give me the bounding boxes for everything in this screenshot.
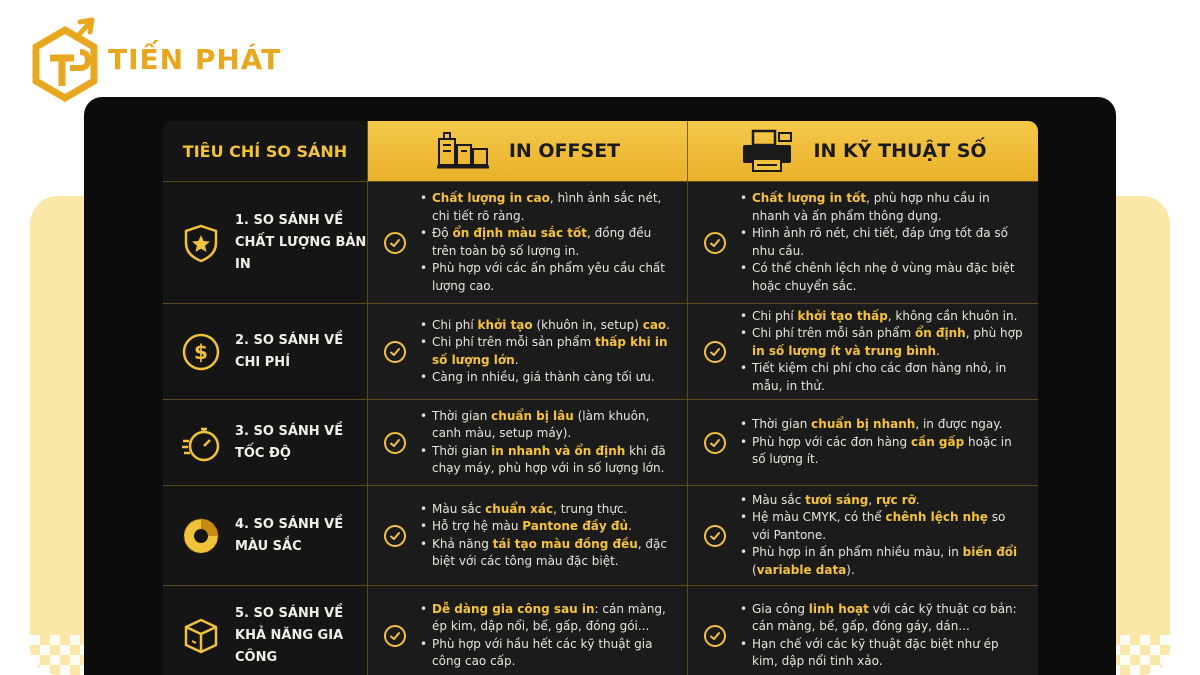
highlight-text: tươi sáng (805, 492, 869, 507)
body-text: , đồng đều trên toàn bộ số lượng in. (432, 226, 652, 258)
offset-header (368, 121, 688, 181)
body-text: với các kỹ thuật cơ bản: cán màng, bế, gấp, đóng gáy, dán... (752, 601, 1017, 633)
body-text: : cán màng, ép kim, dập nổi, bế, gấp, đóng gói... (432, 601, 666, 633)
highlight-text: rực rỡ (875, 492, 916, 507)
body-text: , (868, 492, 876, 507)
digital-printer-icon (739, 129, 795, 173)
criteria-cell (163, 400, 368, 485)
criteria-cell (163, 182, 368, 303)
highlight-text: thấp khi in số lượng lớn (432, 335, 668, 367)
body-text: Màu sắc (752, 492, 806, 507)
check-circle-icon (384, 341, 406, 363)
criteria-label-line: CHẤT LƯỢNG BẢN IN (235, 234, 367, 272)
digital-bullet-list (740, 492, 1024, 580)
body-text: Phù hợp với hầu hết các kỹ thuật gia công cao cấp. (432, 636, 653, 668)
svg-text:$: $ (194, 339, 208, 364)
body-text: Khả năng (432, 536, 493, 551)
criteria-label (235, 421, 343, 465)
body-text: , phù hợp nhu cầu in nhanh và ấn phẩm thông dụng. (752, 191, 990, 223)
digital-bullet-item (740, 601, 1024, 636)
highlight-text: biến đổi (962, 545, 1018, 560)
offset-bullet-item (420, 636, 673, 671)
digital-bullet-item (740, 225, 1024, 260)
body-text: Gia công (752, 601, 809, 616)
criteria-label-line: 3. SO SÁNH VỀ (235, 423, 344, 439)
digital-bullet-item (740, 492, 1024, 510)
highlight-text: chuẩn xác (485, 501, 554, 516)
brand-mark-icon (30, 16, 100, 102)
offset-bullet-item (420, 518, 673, 536)
highlight-text: cần gấp (910, 434, 965, 449)
body-text: Màu sắc (432, 501, 486, 516)
check-mark-icon (389, 530, 401, 542)
criteria-label (235, 330, 343, 374)
body-text: Chi phí trên mỗi sản phẩm (432, 335, 595, 349)
body-text: , không cần khuôn in. (887, 308, 1018, 323)
offset-cell (368, 182, 688, 303)
check-circle-icon (384, 232, 406, 254)
check-circle-icon (384, 625, 406, 647)
brand-name: TIẾN PHÁT (108, 42, 282, 76)
check-mark-icon (389, 437, 401, 449)
digital-bullet-item (740, 636, 1024, 671)
highlight-text: ổn định màu sắc tốt (452, 226, 587, 240)
comparison-table (163, 121, 1038, 675)
digital-cell (688, 586, 1038, 675)
body-text: . (936, 343, 940, 358)
body-text: Chi phí (432, 317, 478, 332)
body-text: . (915, 492, 920, 507)
check-mark-icon (709, 237, 721, 249)
highlight-text: chuẩn bị nhanh (811, 417, 916, 432)
body-text: , phù hợp (965, 326, 1023, 341)
offset-bullet-item (420, 536, 673, 571)
offset-bullet-item (420, 501, 673, 519)
check-mark-icon (389, 630, 401, 642)
body-text: Hỗ trợ hệ màu (432, 519, 523, 533)
criteria-cell (163, 304, 368, 399)
table-row (163, 485, 1038, 585)
body-text: Chi phí (752, 308, 798, 323)
body-text: . (628, 519, 632, 533)
box-icon (181, 616, 221, 656)
offset-bullet-item (420, 369, 673, 387)
criteria-label-line: KHẢ NĂNG GIA CÔNG (235, 627, 344, 665)
table-body (163, 181, 1038, 675)
offset-bullet-item (420, 317, 673, 335)
criteria-label-line: 1. SO SÁNH VỀ (235, 212, 344, 228)
digital-bullet-list (740, 601, 1024, 671)
offset-cell (368, 400, 688, 485)
criteria-label (235, 514, 343, 558)
check-circle-icon (384, 432, 406, 454)
body-text: , trung thực. (553, 501, 628, 516)
body-text: Hệ màu CMYK, có thể (752, 510, 886, 525)
highlight-text: Dễ dàng gia công sau in (432, 601, 595, 616)
body-text: Hình ảnh rõ nét, chi tiết, đáp ứng tốt đa số nhu cầu. (752, 226, 1009, 258)
highlight-text: linh hoạt (808, 601, 869, 616)
highlight-text: Chất lượng in tốt (752, 191, 867, 205)
offset-header-label: IN OFFSET (508, 140, 621, 162)
table-row (163, 303, 1038, 399)
body-text: . (666, 317, 670, 332)
check-mark-icon (709, 630, 721, 642)
check-mark-icon (709, 346, 721, 358)
offset-bullet-item (420, 408, 673, 443)
criteria-label-line: MÀU SẮC (235, 538, 302, 554)
highlight-text: tái tạo màu đồng đều (492, 536, 638, 551)
offset-bullet-list (420, 317, 673, 387)
body-text: , in được ngay. (915, 417, 1003, 432)
offset-bullet-item (420, 601, 673, 636)
criteria-label-line: TỐC ĐỘ (235, 445, 291, 461)
check-circle-icon (704, 625, 726, 647)
highlight-text: Pantone đầy đủ (522, 519, 629, 533)
right-checker-decor (1110, 635, 1200, 675)
highlight-text: Chất lượng in cao (432, 191, 550, 205)
body-text: Hạn chế với các kỹ thuật đặc biệt như ép kim, dập nổi tinh xảo. (752, 636, 999, 668)
digital-header-label: IN KỸ THUẬT SỐ (813, 140, 987, 162)
offset-bullet-list (420, 190, 673, 295)
highlight-text: in nhanh và ổn định (491, 443, 626, 458)
digital-bullet-item (740, 434, 1024, 469)
offset-bullet-item (420, 443, 673, 478)
criteria-label-line: 4. SO SÁNH VỀ (235, 516, 344, 532)
color-wheel-icon (181, 516, 221, 556)
offset-press-icon (435, 129, 491, 173)
check-circle-icon (704, 432, 726, 454)
digital-header (688, 121, 1038, 181)
digital-bullet-item (740, 544, 1024, 579)
highlight-text: khởi tạo (477, 317, 533, 332)
stopwatch-icon (181, 423, 221, 463)
criteria-label-line: CHI PHÍ (235, 354, 291, 370)
offset-bullet-item (420, 190, 673, 225)
check-circle-icon (704, 525, 726, 547)
body-text: Càng in nhiều, giá thành càng tối ưu. (432, 370, 655, 384)
offset-cell (368, 586, 688, 675)
body-text: . (514, 352, 519, 367)
digital-bullet-item (740, 260, 1024, 295)
body-text: Thời gian (432, 408, 492, 423)
brand-logo (30, 14, 281, 104)
highlight-text: cao (642, 317, 667, 332)
body-text: , đặc biệt với các tông màu đặc biệt. (432, 536, 667, 568)
digital-bullet-item (740, 325, 1024, 360)
body-text: Độ (432, 226, 453, 240)
body-text: so với Pantone. (752, 510, 1006, 542)
dollar-icon (181, 332, 221, 372)
criteria-label (235, 603, 367, 669)
highlight-text: in số lượng ít và trung bình (752, 343, 937, 358)
check-mark-icon (709, 530, 721, 542)
offset-bullet-list (420, 601, 673, 671)
body-text: khi đã chạy máy, phù hợp với in số lượng lớn. (432, 443, 666, 475)
body-text: Có thể chênh lệch nhẹ ở vùng màu đặc biệt hoặc chuyển sắc. (752, 261, 1015, 293)
criteria-cell (163, 486, 368, 585)
offset-bullet-list (420, 408, 673, 478)
offset-bullet-item (420, 225, 673, 260)
table-header (163, 121, 1038, 181)
shield-star-icon (181, 223, 221, 263)
highlight-text: khởi tạo thấp (797, 308, 888, 323)
digital-cell (688, 182, 1038, 303)
body-text: (khuôn in, setup) (532, 317, 643, 332)
body-text: Chi phí trên mỗi sản phẩm (752, 326, 915, 341)
body-text: Thời gian (752, 417, 812, 432)
digital-bullet-list (740, 190, 1024, 295)
table-row (163, 585, 1038, 675)
body-text: Thời gian (432, 443, 492, 458)
check-circle-icon (384, 525, 406, 547)
body-text: Tiết kiệm chi phí cho các đơn hàng nhỏ, in mẫu, in thử. (752, 361, 1007, 393)
body-text: Phù hợp với các ấn phẩm yêu cầu chất lượng cao. (432, 261, 665, 293)
check-circle-icon (704, 341, 726, 363)
criteria-label-line: 5. SO SÁNH VỀ (235, 605, 344, 621)
check-mark-icon (389, 346, 401, 358)
body-text: Phù hợp với các đơn hàng (752, 434, 911, 449)
body-text: ( (752, 562, 757, 577)
body-text: , hình ảnh sắc nét, chi tiết rõ ràng. (432, 191, 662, 223)
offset-bullet-item (420, 260, 673, 295)
criteria-cell (163, 586, 368, 675)
check-mark-icon (709, 437, 721, 449)
digital-cell (688, 304, 1038, 399)
digital-cell (688, 486, 1038, 585)
body-text: ). (846, 562, 855, 577)
body-text: Phù hợp in ấn phẩm nhiều màu, in (752, 545, 963, 560)
offset-bullet-list (420, 501, 673, 571)
body-text: hoặc in số lượng ít. (752, 434, 1012, 467)
criteria-label (235, 210, 367, 276)
highlight-text: chênh lệch nhẹ (885, 510, 988, 525)
digital-bullet-list (740, 308, 1024, 396)
digital-bullet-item (740, 416, 1024, 434)
highlight-text: chuẩn bị lâu (491, 408, 574, 423)
check-circle-icon (704, 232, 726, 254)
highlight-text: variable data (756, 562, 847, 577)
offset-cell (368, 304, 688, 399)
table-row (163, 399, 1038, 485)
criteria-header: TIÊU CHÍ SO SÁNH (163, 121, 368, 181)
offset-bullet-item (420, 334, 673, 369)
left-checker-decor (0, 635, 90, 675)
digital-bullet-item (740, 190, 1024, 225)
offset-cell (368, 486, 688, 585)
digital-bullet-item (740, 509, 1024, 544)
table-row (163, 181, 1038, 303)
criteria-label-line: 2. SO SÁNH VỀ (235, 332, 344, 348)
digital-bullet-list (740, 416, 1024, 469)
highlight-text: ổn định (914, 326, 966, 341)
body-text: (làm khuôn, canh màu, setup máy). (432, 408, 650, 440)
digital-bullet-item (740, 360, 1024, 395)
check-mark-icon (389, 237, 401, 249)
digital-cell (688, 400, 1038, 485)
digital-bullet-item (740, 308, 1024, 326)
